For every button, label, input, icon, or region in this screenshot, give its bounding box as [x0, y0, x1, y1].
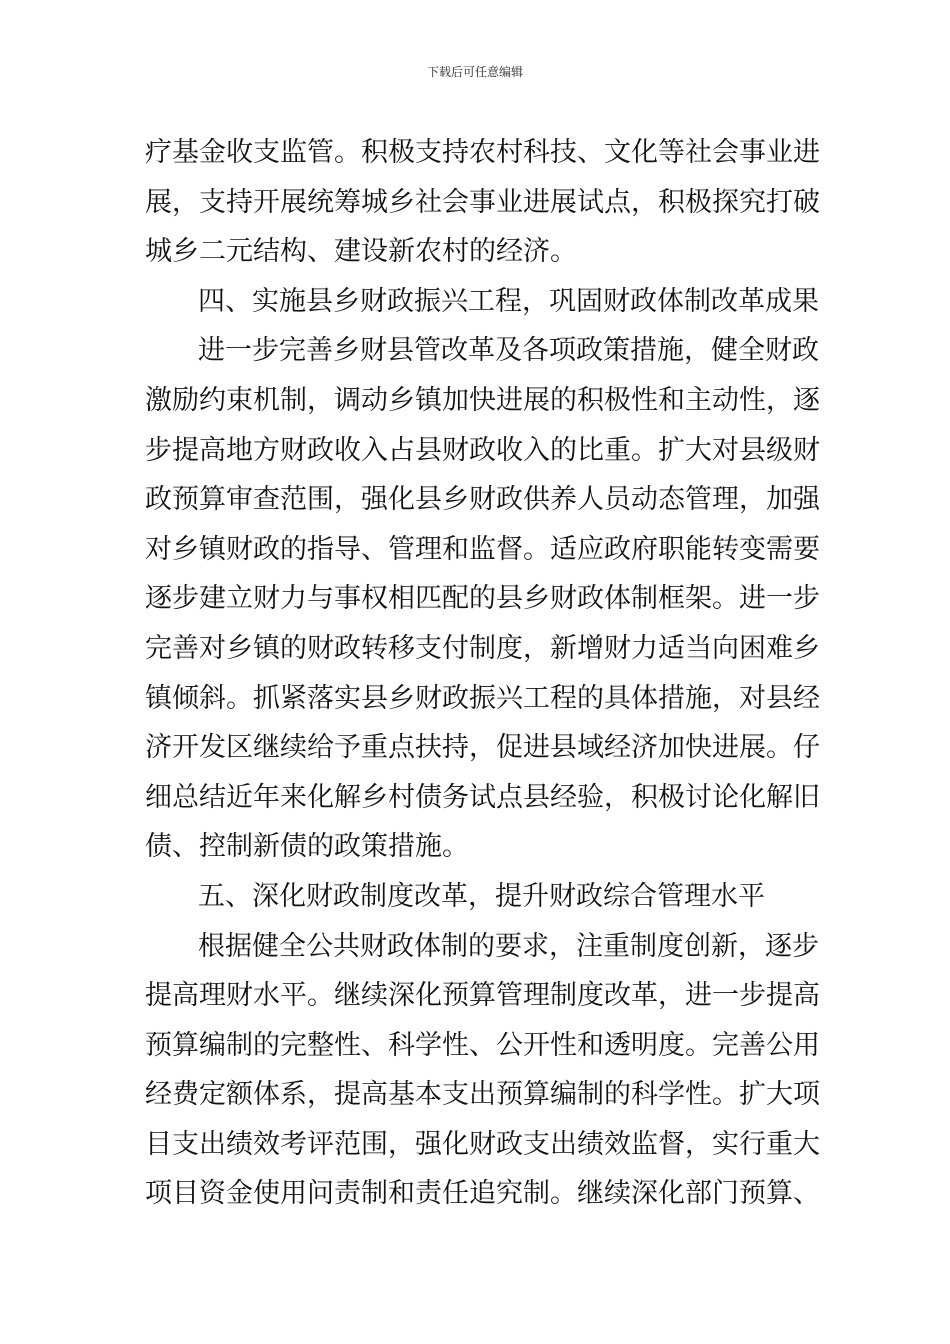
text-line: 镇倾斜。抓紧落实县乡财政振兴工程的具体措施，对县经: [145, 682, 820, 714]
text-line: 债、控制新债的政策措施。: [145, 831, 469, 863]
text-line: 疗基金收支监管。积极支持农村科技、文化等社会事业进: [145, 137, 820, 168]
body-text: [145, 128, 820, 1219]
text-line: 城乡二元结构、建设新农村的经济。: [145, 236, 577, 268]
text-line: 预算编制的完整性、科学性、公开性和透明度。完善公用: [145, 1029, 820, 1061]
text-line: 步提高地方财政收入占县财政收入的比重。扩大对县级财: [145, 434, 820, 466]
text-line: 展，支持开展统筹城乡社会事业进展试点，积极探究打破: [145, 186, 820, 218]
section-heading-4: 四、实施县乡财政振兴工程，巩固财政体制改革成果: [198, 285, 819, 317]
text-line: 济开发区继续给予重点扶持，促进县域经济加快进展。仔: [145, 732, 820, 764]
text-line: 提高理财水平。继续深化预算管理制度改革，进一步提高: [145, 980, 820, 1012]
text-line: 根据健全公共财政体制的要求，注重制度创新，逐步: [198, 930, 819, 962]
text-line: 激励约束机制，调动乡镇加快进展的积极性和主动性，逐: [145, 384, 820, 416]
section-heading-5: 五、深化财政制度改革，提升财政综合管理水平: [198, 880, 765, 912]
text-line: 进一步完善乡财县管改革及各项政策措施，健全财政: [198, 335, 819, 367]
text-line: 目支出绩效考评范围，强化财政支出绩效监督，实行重大: [145, 1128, 820, 1160]
page-header: 下载后可任意编辑: [426, 65, 523, 79]
text-line: 细总结近年来化解乡村债务试点县经验，积极讨论化解旧: [145, 781, 820, 813]
text-line: 项目资金使用问责制和责任追究制。继续深化部门预算、: [145, 1178, 820, 1210]
text-line: 逐步建立财力与事权相匹配的县乡财政体制框架。进一步: [145, 583, 820, 615]
text-line: 经费定额体系，提高基本支出预算编制的科学性。扩大项: [145, 1079, 820, 1111]
text-line: 对乡镇财政的指导、管理和监督。适应政府职能转变需要: [145, 533, 820, 565]
text-line: 政预算审查范围，强化县乡财政供养人员动态管理，加强: [145, 484, 820, 516]
text-line: 完善对乡镇的财政转移支付制度，新增财力适当向困难乡: [145, 632, 820, 664]
